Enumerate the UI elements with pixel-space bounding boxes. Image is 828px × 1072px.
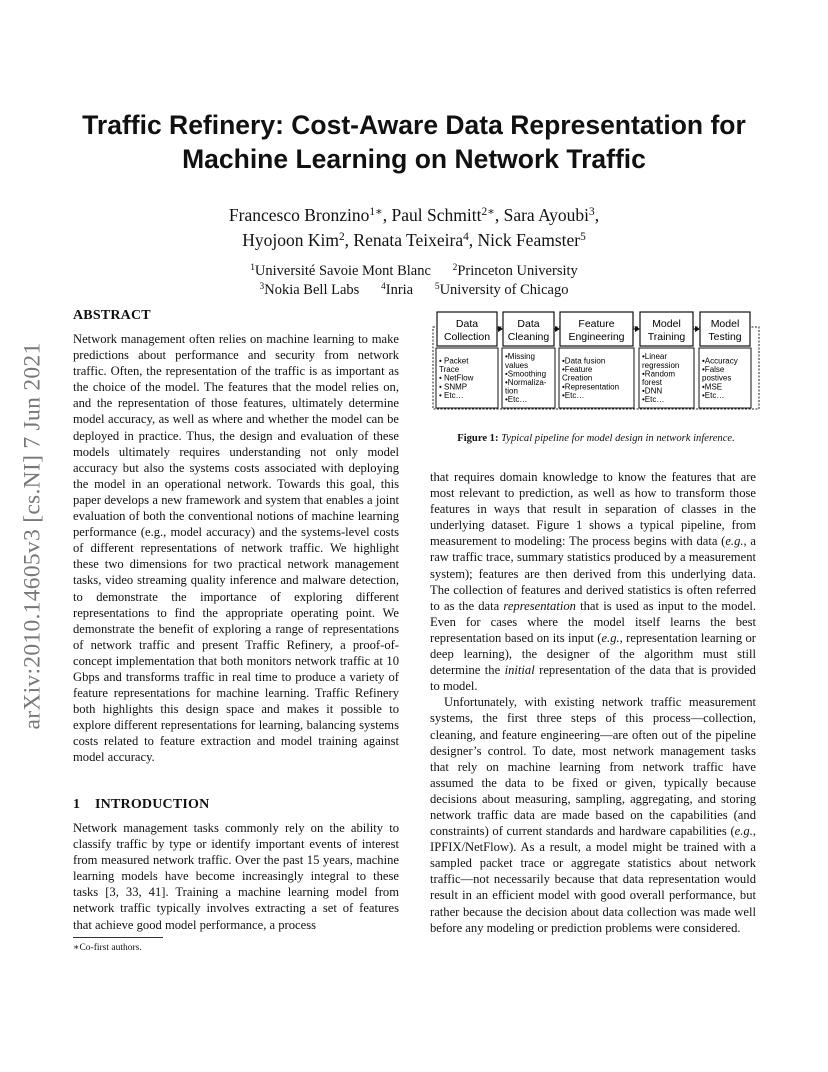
stage-title: Data (517, 318, 540, 330)
author-line-2: Hyojoon Kim$^2$, Renata Teixeira$^4$, Nick Feamster$^5$ (242, 230, 586, 250)
stage-item: •Random (642, 369, 676, 379)
stage-item: tion (505, 386, 518, 396)
intro-paragraph-2: that requires domain knowledge to know the features that are most relevant to prediction, as well as how to transform those features in ways that result in separation of classes in the underlying dataset. Figure 1 shows a typical pipeline, from measurement to modeling: The process begins with data (e.g., a raw traffic trace, summary statistics produced by a measurement system); features are then derived from this underlying data. The collection of features and derived statistics is often referred to as the data representation that is used as input to the model. Even for cases where the model itself learns the best representation based on its input (e.g., representation learning or deep learning), the designer of the algorithm must still determine the initial representation of the data that is provided to model. (430, 470, 756, 694)
stage-item: •Missing (505, 352, 535, 362)
stage-item: • SNMP (439, 382, 468, 392)
affiliation-mark: 5 (434, 281, 440, 292)
paper-title (60, 108, 768, 176)
stage-title: Data (455, 318, 479, 330)
title-line-2: Machine Learning on Network Traffic (182, 144, 646, 174)
author-affiliation-mark: 5 (580, 230, 586, 243)
introduction-heading (73, 797, 209, 813)
abstract-paragraph: Network management often relies on machine learning to make predictions about performance and security from network traffic. Often, the representation of the traffic is as important as the choice of the model. The features that the model relies on, and the representation of those features, ultimately determine model accuracy, as well as where and whether the model can be deployed in practice. Thus, the design and evaluation of these models ultimately requires understanding not only model accuracy but also the systems costs associated with deploying the model in an operational network. Towards this goal, this paper develops a new framework and system that enables a joint evaluation of both the conventional notions of machine learning performance (e.g., model accuracy) and the systems-level costs of different representations of network traffic. We highlight these two dimensions for two practical network management tasks, video streaming quality inference and malware detection, to demonstrate the importance of exploring different representations to find the appropriate operating point. We demonstrate the benefit of exploring a range of representations of network traffic and present Traffic Refinery, a proof-of-concept implementation that both monitors network traffic at 10 Gbps and transforms traffic in real time to produce a variety of feature representations for machine learning. Traffic Refinery both highlights this design space and makes it possible to explore different representations for learning, balancing systems costs related to feature extraction and model training against model accuracy. (73, 332, 399, 765)
stage-item: •Etc… (562, 390, 585, 400)
stage-item: •Representation (562, 382, 620, 392)
stage-title: Cleaning (507, 331, 550, 343)
arxiv-identifier-sidebar (16, 306, 50, 766)
affiliation-mark: 4 (381, 281, 386, 292)
stage-item: •Normaliza- (505, 378, 547, 387)
figure-1-pipeline-diagram (430, 308, 762, 413)
abstract-body (73, 331, 399, 766)
affiliation-mark: 3 (259, 281, 265, 292)
author-name: Hyojoon Kim (242, 230, 339, 250)
caption-text: Typical pipeline for model design in network inference. (501, 433, 735, 444)
stage-item: Creation (562, 373, 593, 383)
stage-item: •Accuracy (702, 356, 738, 366)
stage-item: •Etc… (505, 395, 528, 405)
stage-title: Testing (708, 331, 742, 343)
author-name: Renata Teixeira (353, 230, 464, 250)
arxiv-id-text: arXiv:2010.14605v3 [cs.NI] 7 Jun 2021 (19, 342, 46, 730)
stage-item: Trace (439, 365, 460, 375)
stage-item: • Packet (439, 356, 469, 366)
intro-paragraph-3: Unfortunately, with existing network traffic measurement systems, the first three steps of this process—collection, cleaning, and feature engineering—are often out of the pipeline designer’s control. To date, most network management tasks that rely on machine learning from network traffic have assumed the data to be fixed or given, typically because decisions about measuring, sampling, aggregating, and storing network traffic data are made based on the capabilities (and constraints) of current standards and hardware capabilities (e.g., IPFIX/NetFlow). As a result, a model might be trained with a sampled packet trace or aggregate statistics about network traffic—not necessarily because that data representation would result in an efficient model with good overall performance, but rather because the decision about data collection was made well before any modeling or prediction problems were considered. (430, 695, 756, 935)
introduction-body-left (73, 820, 399, 933)
stage-title: Collection (443, 331, 491, 343)
footnote-rule (73, 937, 163, 938)
figure-1-caption (430, 433, 762, 444)
stage-item: •MSE (702, 382, 723, 392)
caption-label: Figure 1: (457, 433, 499, 444)
affiliation-line-1 (60, 262, 768, 281)
section-title: INTRODUCTION (95, 797, 210, 812)
pipeline-diagram-svg (430, 308, 762, 413)
stage-title: Feature (578, 318, 615, 330)
title-line-1: Traffic Refinery: Cost-Aware Data Representation for (82, 110, 746, 140)
intro-paragraph-1: Network management tasks commonly rely on the ability to classify traffic by type or identify important events of interest from measured network traffic. Over the past 15 years, machine learning models have become increasingly integral to these tasks [3, 33, 41]. Training a machine learning model from network traffic typically involves extracting a set of features that achieve good model performance, a process (73, 821, 399, 932)
author-affiliation-mark: 2∗ (481, 205, 495, 218)
stage-title: Model (652, 318, 681, 330)
affiliation-line-2 (60, 281, 768, 300)
stage-item: • Etc… (439, 390, 464, 400)
stage-item: •Smoothing (505, 369, 547, 379)
author-name: Francesco Bronzino (228, 205, 370, 225)
affiliation-mark: 2 (452, 262, 458, 273)
stage-item: •Data fusion (562, 356, 606, 366)
affiliation-name: Inria (385, 281, 414, 298)
stage-item: •Linear (642, 352, 668, 362)
stage-item: forest (642, 378, 663, 387)
stage-title: Training (647, 331, 686, 343)
stage-item: •Feature (562, 365, 593, 375)
stage-item: postives (702, 373, 732, 383)
author-affiliation-mark: 3 (589, 205, 595, 218)
author-affiliation-mark: 4 (463, 230, 469, 243)
stage-item: •False (702, 365, 725, 375)
abstract-heading: ABSTRACT (73, 308, 151, 323)
stage-item: values (505, 360, 529, 370)
author-name: Paul Schmitt (391, 205, 482, 225)
stage-item: • NetFlow (439, 373, 474, 383)
stage-item: regression (642, 360, 680, 370)
section-number: 1 (73, 797, 81, 812)
author-affiliation-mark: 1∗ (369, 205, 383, 218)
affiliation-list (60, 262, 768, 299)
affiliation-name: Nokia Bell Labs (264, 281, 360, 298)
introduction-body-right (430, 469, 756, 936)
stage-item: •DNN (642, 386, 663, 396)
author-affiliation-mark: 2 (338, 230, 345, 243)
stage-item: •Etc… (642, 395, 665, 405)
affiliation-name: Université Savoie Mont Blanc (254, 263, 431, 279)
affiliation-name: Princeton University (457, 263, 578, 279)
author-name: Sara Ayoubi (503, 205, 590, 225)
author-list (60, 203, 768, 253)
author-name: Nick Feamster (477, 230, 581, 250)
affiliation-name: University of Chicago (439, 281, 569, 298)
author-line-1: Francesco Bronzino$^{1∗}$, Paul Schmitt$^{2∗}$, Sara Ayoubi$^3$, (228, 205, 600, 225)
affiliation-mark: 1 (250, 262, 255, 273)
stage-title: Engineering (568, 331, 625, 343)
footnote: ∗Co-first authors. (73, 943, 142, 953)
stage-item: •Etc… (702, 390, 725, 400)
stage-title: Model (710, 318, 740, 330)
